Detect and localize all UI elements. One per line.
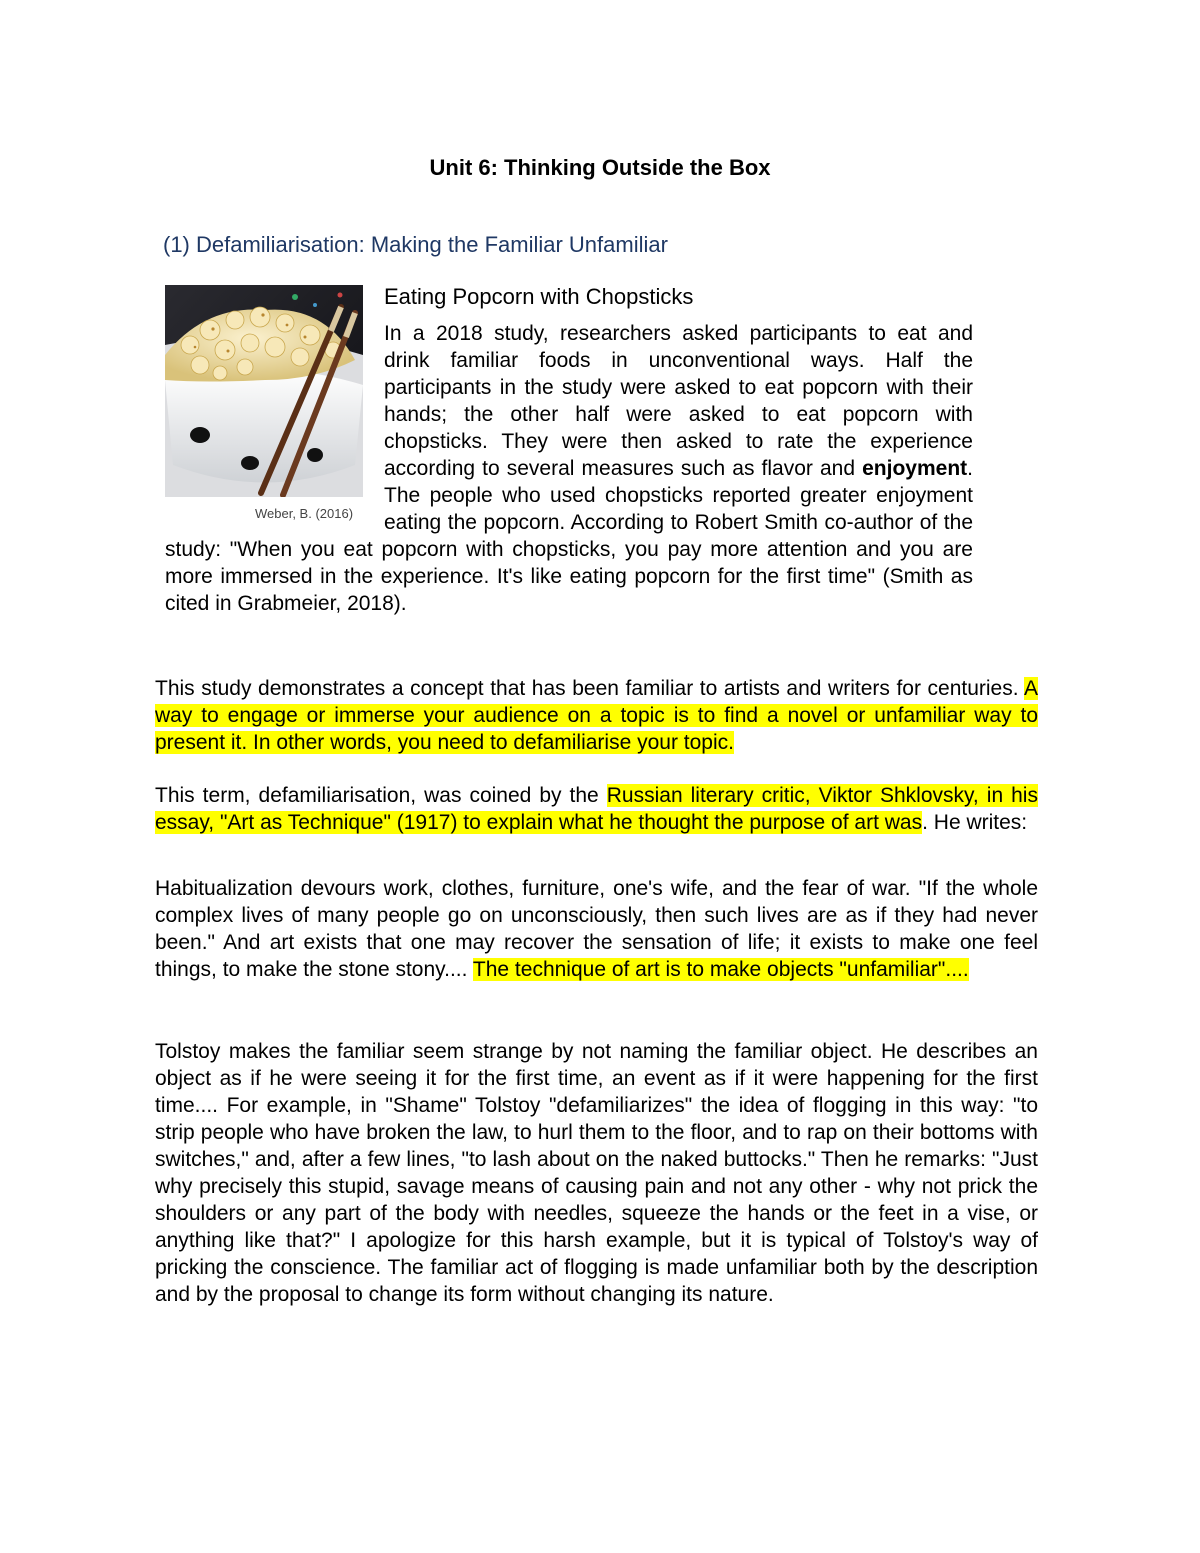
intro-text-part1: In a 2018 study, researchers asked participants to eat and drink familiar foods in unconventional ways. Half the participants in the study were asked to eat popcorn with their hands; the other half were asked to eat popcorn with chopsticks. They were then asked to rate the experience according to several measures such as flavor and [384, 322, 973, 480]
intro-paragraph [165, 320, 973, 617]
image-caption: Weber, B. (2016) [255, 506, 354, 521]
intro-text-part2: . The people who used chopsticks reported greater enjoyment eating the popcorn. According to Robert Smith co-author of the study: "When you eat popcorn with chopsticks, you pay more attention and you are more immersed in the experience. It's like eating popcorn for the first time" (Smith as cited in Grabmeier, 2018). [165, 457, 973, 615]
quote-paragraph [155, 875, 1038, 983]
paragraph-1-highlight: A way to engage or immerse your audience on a topic is to find a novel or unfamiliar way to present it. In other words, you need to defamiliarise your topic. [155, 677, 1038, 754]
paragraph-2-highlight: Russian literary critic, Viktor Shklovsky, in his essay, "Art as Technique" (1917) to explain what he thought the purpose of art was [155, 784, 1038, 834]
paragraph-1 [155, 675, 1038, 756]
intro-keyword: enjoyment [862, 457, 968, 480]
figure-float-space [165, 320, 384, 536]
quote-highlight: The technique of art is to make objects "unfamiliar".... [472, 958, 969, 981]
subheading: Eating Popcorn with Chopsticks [384, 284, 694, 309]
paragraph-2-text-1: This term, defamiliarisation, was coined by the [155, 784, 607, 807]
quote-text: Habitualization devours work, clothes, furniture, one's wife, and the fear of war. "If the whole complex lives of many people go on unconsciously, then such lives are as if they had never been." And art exists that one may recover the sensation of life; it exists to make one feel things, to make the stone stony.... [155, 877, 1038, 981]
paragraph-3: Tolstoy makes the familiar seem strange by not naming the familiar object. He describes an object as if he were seeing it for the first time, an event as if it were happening for the first time.... For example, in "Shame" Tolstoy "defamiliarizes" the idea of flogging in this way: "to strip people who have broken the law, to hurl them to the floor, and to rap on their bottoms with switches," and, after a few lines, "to lash about on the naked buttocks." Then he remarks: "Just why precisely this stupid, savage means of causing pain and not any other - why not prick the shoulders or any part of the body with needles, squeeze the hands or the feet in a vise, or anything like that?" I apologize for this harsh example, but it is typical of Tolstoy's way of pricking the conscience. The familiar act of flogging is made unfamiliar both by the description and by the proposal to change its form without changing its nature. [155, 1040, 1038, 1306]
page-title: Unit 6: Thinking Outside the Box [429, 155, 771, 180]
section-heading: (1) Defamiliarisation: Making the Familiar Unfamiliar [163, 232, 668, 257]
paragraph-2-text-2: . He writes: [922, 811, 1028, 834]
paragraph-1-text: This study demonstrates a concept that has been familiar to artists and writers for centuries. [155, 677, 1024, 700]
paragraph-2 [155, 782, 1038, 836]
